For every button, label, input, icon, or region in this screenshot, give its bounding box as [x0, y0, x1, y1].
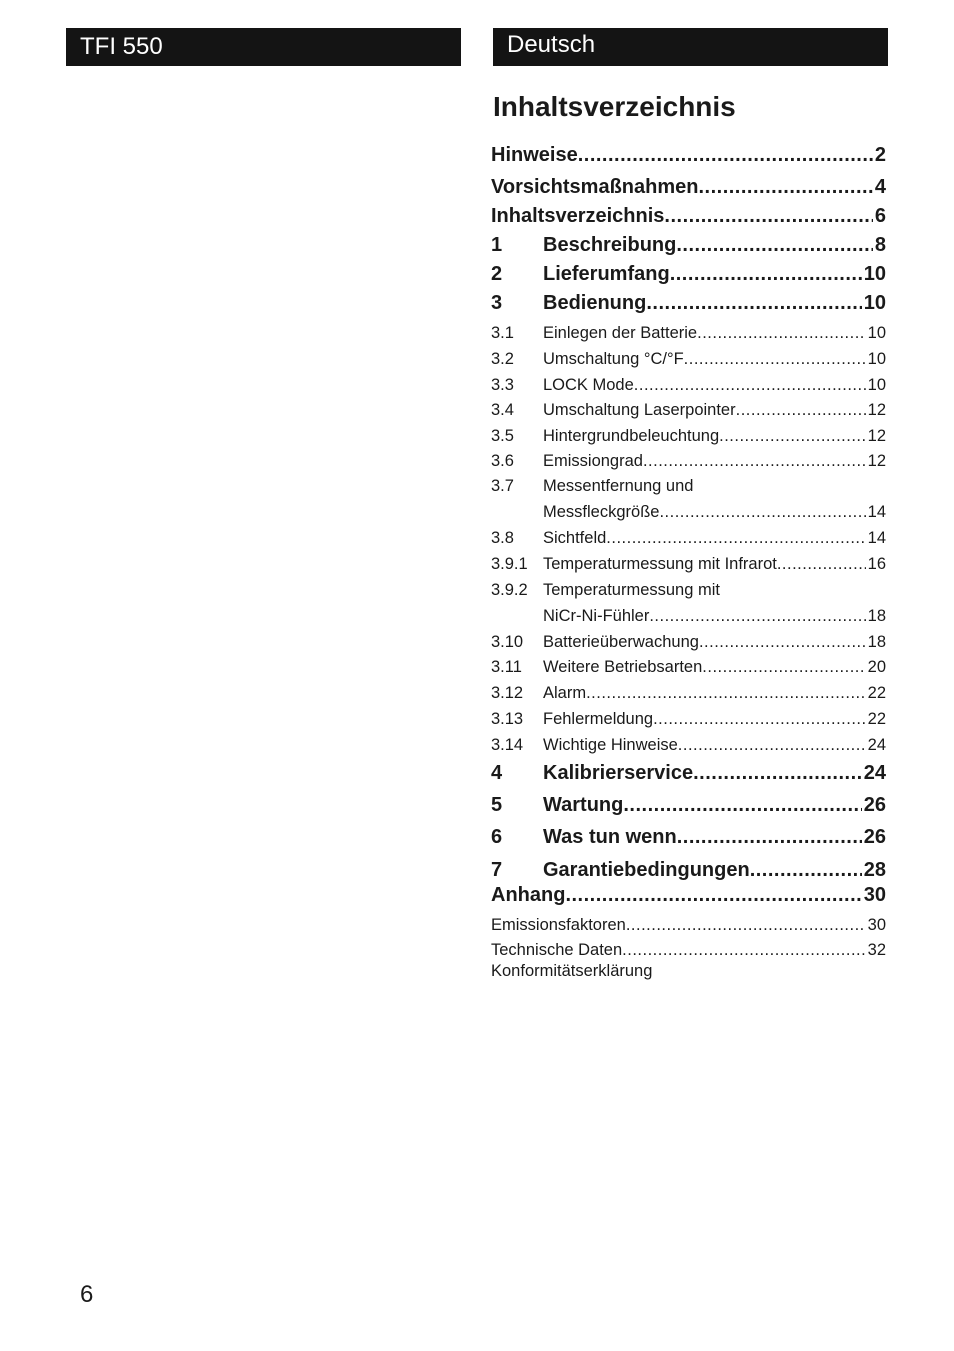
toc-entry-label: Wichtige Hinweise: [543, 736, 678, 754]
toc-leader-dots: [565, 882, 861, 908]
toc-entry-page: 10: [863, 292, 886, 314]
toc-entry-page: 30: [863, 884, 886, 906]
toc-entry: [491, 605, 886, 627]
toc-entry-number: 3.7: [491, 477, 514, 495]
toc-entry-page: 22: [867, 684, 886, 702]
toc-entry-number: 3.2: [491, 350, 514, 368]
toc-entry: [491, 261, 886, 287]
toc-leader-dots: [697, 322, 866, 344]
toc-entry-label: Beschreibung: [543, 234, 677, 256]
toc-entry: [491, 882, 886, 908]
toc-entry-label: Temperaturmessung mit Infrarot: [543, 555, 777, 573]
toc-leader-dots: [622, 939, 865, 961]
toc-entry-label: Sichtfeld: [543, 529, 607, 547]
toc-entry: [491, 960, 886, 982]
toc-entry-label: Messfleckgröße: [543, 503, 660, 521]
toc-title: Inhaltsverzeichnis: [493, 91, 736, 122]
toc-entry: [491, 656, 886, 678]
toc-entry-label: Wartung: [543, 794, 624, 816]
toc-entry-number: 3.14: [491, 736, 524, 754]
toc-entry-page: 12: [867, 401, 886, 419]
toc-entry-number: 7: [491, 859, 503, 881]
toc-entry-label: Konformitätserklärung: [491, 962, 653, 980]
toc-entry-page: 14: [867, 503, 886, 521]
toc-entry-number: 3.10: [491, 633, 524, 651]
toc-leader-dots: [702, 656, 865, 678]
toc-entry: [491, 792, 886, 818]
toc-entry-number: 5: [491, 794, 503, 816]
toc-entry-number: 3.9.2: [491, 581, 528, 599]
toc-leader-dots: [659, 501, 865, 523]
toc-entry-label: Technische Daten: [491, 941, 623, 959]
toc-entry-label: Kalibrierservice: [543, 762, 694, 784]
toc-leader-dots: [684, 348, 866, 370]
toc-entry-page: 24: [863, 762, 886, 784]
toc-entry-page: 10: [867, 324, 886, 342]
toc-entry: [491, 579, 886, 601]
toc-leader-dots: [670, 261, 862, 287]
toc-leader-dots: [606, 527, 865, 549]
toc-entry-page: 32: [867, 941, 886, 959]
toc-entry-label: Temperaturmessung mit: [543, 581, 720, 599]
toc-entry-label: LOCK Mode: [543, 376, 634, 394]
toc-leader-dots: [586, 682, 866, 704]
toc-entry-label: Emissionsfaktoren: [491, 916, 626, 934]
toc-entry: [491, 450, 886, 472]
toc-entry-page: 10: [867, 376, 886, 394]
toc-entry-label: Alarm: [543, 684, 587, 702]
toc-entry-label: Hinweise: [491, 144, 578, 166]
toc-entry-label: Fehlermeldung: [543, 710, 654, 728]
toc-entry-label: Weitere Betriebsarten: [543, 658, 703, 676]
toc-entry-label: Inhaltsverzeichnis: [491, 205, 665, 227]
toc-entry-page: 20: [867, 658, 886, 676]
toc-leader-dots: [623, 792, 861, 818]
page-number: 6: [80, 1281, 94, 1308]
toc-entry: [491, 475, 886, 497]
toc-leader-dots: [634, 374, 866, 396]
toc-entry: [491, 399, 886, 421]
toc-entry-page: 24: [867, 736, 886, 754]
toc-entry-label: Batterieüberwachung: [543, 633, 699, 651]
toc-entry: [491, 708, 886, 730]
toc-entry-label: Messentfernung und: [543, 477, 694, 495]
toc-entry: [491, 322, 886, 344]
toc-leader-dots: [643, 450, 866, 472]
toc-entry-label: Einlegen der Batterie: [543, 324, 698, 342]
toc-entry-page: 18: [867, 607, 886, 625]
toc-entry: [491, 734, 886, 756]
toc-entry-page: 26: [863, 794, 886, 816]
toc-entry-page: 14: [867, 529, 886, 547]
toc-leader-dots: [736, 399, 866, 421]
toc-leader-dots: [777, 553, 866, 575]
toc-leader-dots: [649, 605, 865, 627]
toc-entry-label: Bedienung: [543, 292, 647, 314]
toc-entry: [491, 857, 886, 883]
toc-entry-page: 26: [863, 826, 886, 848]
toc-entry-number: 1: [491, 234, 503, 256]
toc-leader-dots: [698, 174, 872, 200]
toc-leader-dots: [664, 203, 872, 229]
product-header-bar: [66, 28, 461, 66]
toc-entry: [491, 425, 886, 447]
product-name: TFI 550: [80, 33, 163, 60]
toc-entry: [491, 631, 886, 653]
toc-entry-label: Umschaltung Laserpointer: [543, 401, 736, 419]
toc-entry-number: 3.8: [491, 529, 514, 547]
toc-entry: [491, 290, 886, 316]
toc-leader-dots: [578, 142, 873, 168]
toc-entry-number: 3.6: [491, 452, 514, 470]
toc-entry-label: Anhang: [491, 884, 566, 906]
toc-entry-number: 3.11: [491, 658, 522, 676]
toc-leader-dots: [677, 824, 862, 850]
toc-entry-page: 8: [874, 234, 886, 256]
toc-leader-dots: [699, 631, 866, 653]
toc-entry-page: 18: [867, 633, 886, 651]
toc-entry-number: 3.4: [491, 401, 514, 419]
toc-entry-page: 22: [867, 710, 886, 728]
toc-entry: [491, 939, 886, 961]
toc-leader-dots: [626, 914, 866, 936]
toc-entry-number: 3.12: [491, 684, 524, 702]
toc-entry-page: 6: [874, 205, 886, 227]
toc-leader-dots: [676, 232, 873, 258]
language-header-bar: [493, 28, 888, 66]
toc-leader-dots: [653, 708, 866, 730]
toc-entry-number: 3.5: [491, 427, 514, 445]
toc-entry-page: 28: [863, 859, 886, 881]
toc-entry-page: 2: [874, 144, 886, 166]
toc-entry: [491, 174, 886, 200]
toc-entry-label: Was tun wenn: [543, 826, 677, 848]
toc-entry-label: Umschaltung °C/°F: [543, 350, 684, 368]
toc-entry-number: 3.1: [491, 324, 514, 342]
toc-leader-dots: [750, 857, 862, 883]
toc-entry-number: 3.9.1: [491, 555, 528, 573]
toc-entry-page: 4: [874, 176, 886, 198]
toc-entry-label: Emissiongrad: [543, 452, 643, 470]
toc-entry-label: NiCr-Ni-Fühler: [543, 607, 650, 625]
toc-entry: [491, 824, 886, 850]
toc-entry-page: 12: [867, 452, 886, 470]
toc-entry: [491, 232, 886, 258]
toc-leader-dots: [693, 760, 862, 786]
toc-entry-number: 2: [491, 263, 503, 285]
toc-entry-page: 10: [867, 350, 886, 368]
toc-entry-page: 10: [863, 263, 886, 285]
toc-entry: [491, 527, 886, 549]
toc-entry-number: 4: [491, 762, 503, 784]
toc-entry-label: Vorsichtsmaßnahmen: [491, 176, 699, 198]
toc-entry: [491, 348, 886, 370]
toc-entry: [491, 203, 886, 229]
toc-entry-page: 12: [867, 427, 886, 445]
toc-entry-number: 6: [491, 826, 503, 848]
toc-entry: [491, 914, 886, 936]
toc-entry-page: 16: [867, 555, 886, 573]
toc-leader-dots: [678, 734, 866, 756]
toc-entry-number: 3.13: [491, 710, 524, 728]
toc-leader-dots: [646, 290, 861, 316]
toc-entry: [491, 553, 886, 575]
toc-entry-number: 3.3: [491, 376, 514, 394]
language-label: Deutsch: [507, 31, 596, 58]
toc-entry-label: Lieferumfang: [543, 263, 670, 285]
toc-entry: [491, 760, 886, 786]
toc-entry-label: Garantiebedingungen: [543, 859, 750, 881]
toc-entry: [491, 142, 886, 168]
toc-leader-dots: [719, 425, 866, 447]
toc-entry-label: Hintergrundbeleuchtung: [543, 427, 720, 445]
toc-entry-page: 30: [867, 916, 886, 934]
toc-entry: [491, 501, 886, 523]
toc-entry-number: 3: [491, 292, 503, 314]
toc-entry: [491, 374, 886, 396]
toc-entry: [491, 682, 886, 704]
